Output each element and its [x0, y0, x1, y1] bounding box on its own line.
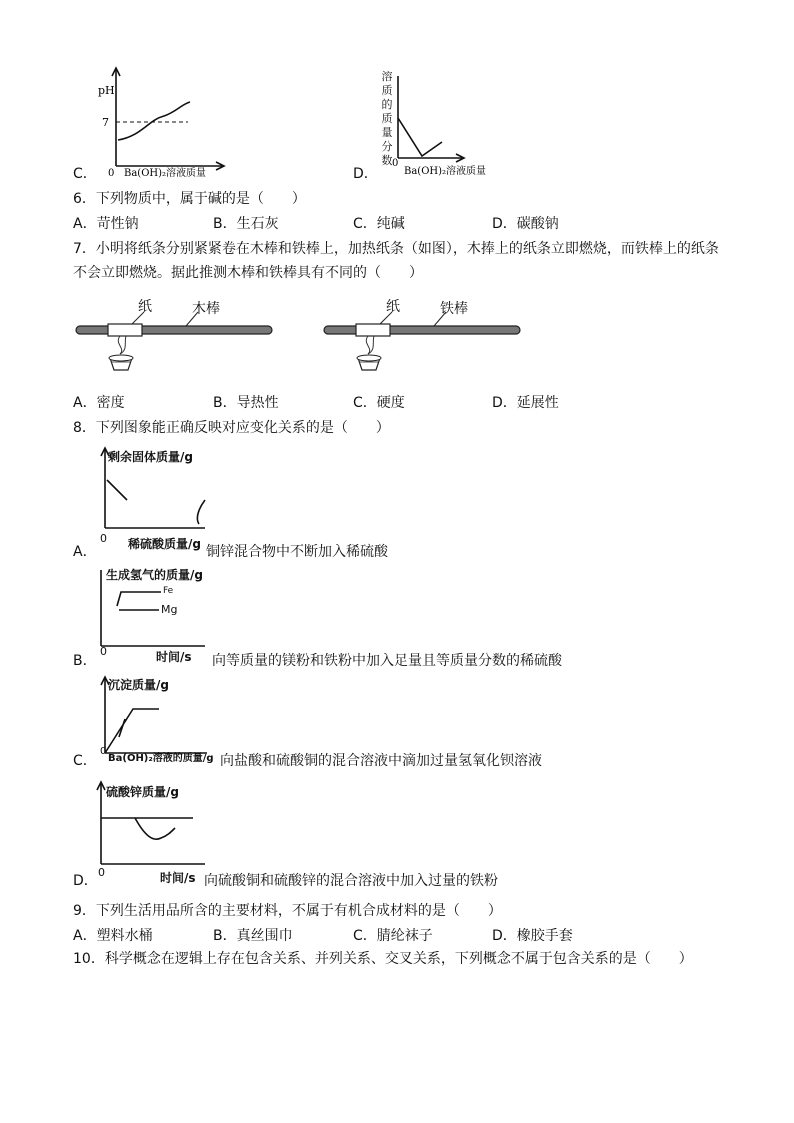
q8-d-ylabel: 硫酸锌质量/g: [106, 785, 179, 799]
q5-d-ylabel-char: 量: [381, 126, 393, 139]
q8-a-desc: 铜锌混合物中不断加入稀硫酸: [206, 544, 388, 560]
q5-d-ylabel: [381, 70, 393, 168]
q7-option-b[interactable]: B．导热性: [213, 395, 279, 411]
q9-option-b[interactable]: B．真丝围巾: [213, 928, 293, 944]
q9-option-d[interactable]: D．橡胶手套: [492, 928, 573, 944]
q7-option-a[interactable]: A．密度: [73, 395, 125, 411]
q5-d-ylabel-char: 分: [381, 140, 393, 153]
q5-c-xlabel: Ba(OH)₂溶液质量: [124, 168, 207, 179]
q8-c-xlabel: Ba(OH)₂溶液的质量/g: [108, 753, 214, 764]
q6-option-a[interactable]: A．苛性钠: [73, 216, 139, 232]
q8-a-xlabel: 稀硫酸质量/g: [128, 537, 201, 551]
q7-figure-wood-rod: [74, 296, 274, 386]
q5-d-ylabel-char: 质: [381, 84, 393, 97]
q8-b-fe-label: Fe: [163, 586, 174, 596]
q9-stem: 9．下列生活用品所含的主要材料，不属于有机合成材料的是（ ）: [73, 903, 502, 919]
q5-c-origin: 0: [108, 168, 115, 179]
q8-c-label: C．: [73, 753, 97, 769]
q8-b-ylabel: 生成氢气的质量/g: [106, 568, 203, 582]
q8-d-desc: 向硫酸铜和硫酸锌的混合溶液中加入过量的铁粉: [204, 873, 498, 889]
q7-wood-paper-label: 纸: [138, 299, 152, 315]
q5-c-ref-label: 7: [102, 116, 109, 129]
q6-stem: 6．下列物质中，属于碱的是（ ）: [73, 191, 306, 207]
q8-b-origin: 0: [100, 645, 107, 658]
q8-c-origin: 0: [100, 746, 107, 757]
q5-d-ylabel-char: 质: [381, 112, 393, 125]
q7-iron-rod-label: 铁棒: [440, 301, 468, 317]
q5-c-graph: [72, 62, 272, 182]
q5-d-ylabel-char: 溶: [381, 70, 393, 83]
q7-iron-rod-drawing: [322, 296, 522, 386]
q8-stem: 8．下列图象能正确反映对应变化关系的是（ ）: [73, 420, 390, 436]
q5-c-ylabel: pH: [98, 84, 115, 97]
q5-option-d[interactable]: [378, 62, 578, 182]
q9-option-a[interactable]: A．塑料水桶: [73, 928, 153, 944]
q9-option-c[interactable]: C．腈纶袜子: [353, 928, 433, 944]
q7-stem-line1: 7．小明将纸条分别紧紧卷在木棒和铁棒上，加热纸条（如图），木捧上的纸条立即燃烧，而铁棒上的纸条: [73, 241, 719, 257]
q8-b-label: B．: [73, 653, 97, 669]
q6-option-c[interactable]: C．纯碱: [353, 216, 405, 232]
q7-wood-rod-drawing: [74, 296, 274, 386]
q5-d-ylabel-char: 数: [381, 154, 393, 167]
q10-stem: 10．科学概念在逻辑上存在包含关系、并列关系、交叉关系，下列概念不属于包含关系的是（ ）: [73, 951, 693, 967]
q8-a-origin: 0: [100, 532, 107, 545]
q5-d-xlabel: Ba(OH)₂溶液质量: [404, 166, 487, 177]
q5-option-c[interactable]: [72, 62, 272, 182]
q5-c-label: C．: [73, 166, 97, 182]
q5-d-label: D．: [353, 166, 378, 182]
q8-b-mg-label: Mg: [161, 603, 178, 616]
q8-a-label: A．: [73, 544, 97, 560]
q8-c-ylabel: 沉淀质量/g: [108, 678, 169, 692]
q8-d-origin: 0: [98, 866, 105, 879]
q6-option-d[interactable]: D．碳酸钠: [492, 216, 559, 232]
q7-stem-line2: 不会立即燃烧。据此推测木棒和铁棒具有不同的（ ）: [73, 265, 423, 281]
q7-wood-rod-label: 木棒: [192, 301, 220, 317]
q8-b-xlabel: 时间/s: [156, 650, 192, 664]
q8-a-ylabel: 剩余固体质量/g: [108, 450, 193, 464]
q7-option-c[interactable]: C．硬度: [353, 395, 405, 411]
q5-d-ylabel-char: 的: [381, 98, 393, 111]
q5-d-graph: [378, 62, 578, 182]
q8-b-desc: 向等质量的镁粉和铁粉中加入足量且等质量分数的稀硫酸: [212, 653, 562, 669]
q6-option-b[interactable]: B．生石灰: [213, 216, 279, 232]
q8-d-xlabel: 时间/s: [160, 871, 196, 885]
q8-d-label: D．: [73, 873, 98, 889]
q7-figure-iron-rod: [322, 296, 522, 386]
q7-iron-paper-label: 纸: [386, 299, 400, 315]
q5-d-origin: 0: [392, 158, 399, 169]
q8-c-desc: 向盐酸和硫酸铜的混合溶液中滴加过量氢氧化钡溶液: [220, 753, 542, 769]
q7-option-d[interactable]: D．延展性: [492, 395, 559, 411]
